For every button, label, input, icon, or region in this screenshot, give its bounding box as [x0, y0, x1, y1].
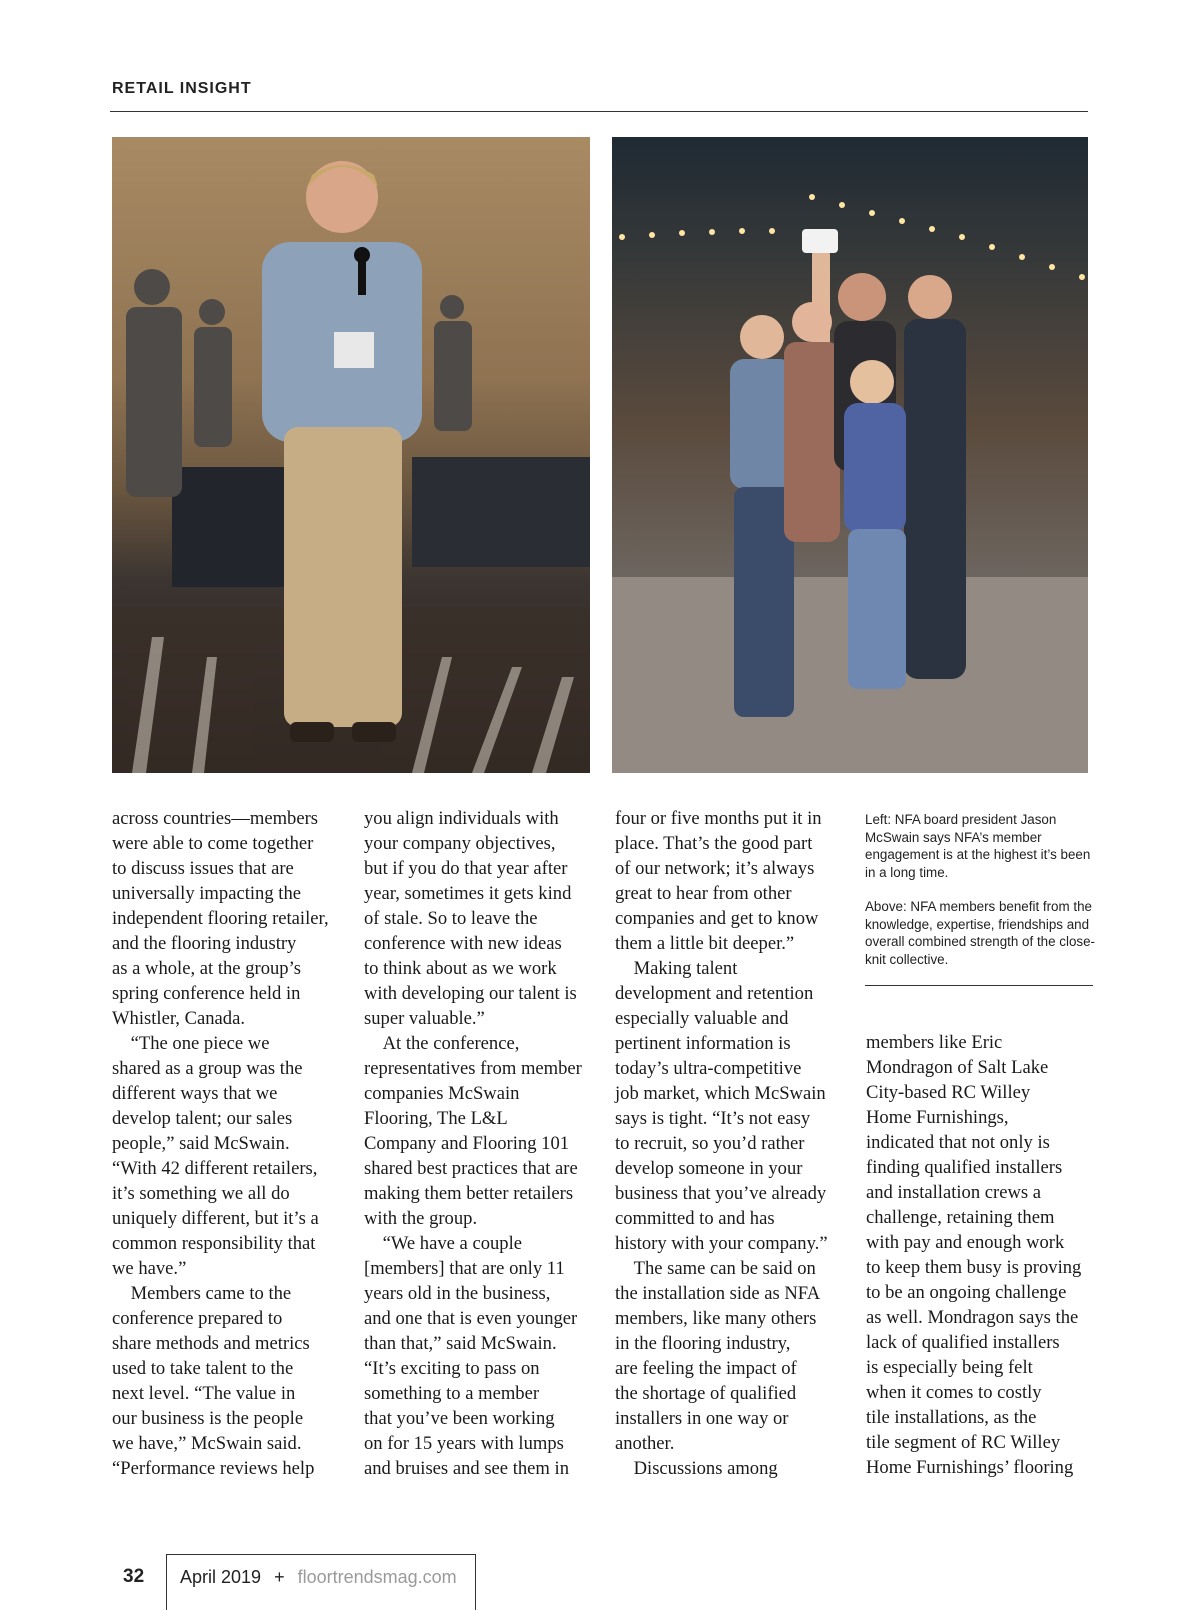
footer-website-link[interactable]: floortrendsmag.com	[297, 1567, 457, 1587]
caption-above: Above: NFA members benefit from the knowledge, expertise, friendships and overall combined strength of the close-knit collective.	[865, 899, 1095, 967]
photo-group-selfie	[612, 137, 1088, 773]
page-number: 32	[123, 1566, 145, 1587]
photo-speaker-illustration	[112, 137, 590, 773]
footer-issue-line	[180, 1567, 457, 1588]
footer-issue: April 2019	[180, 1567, 262, 1587]
article-column-3: four or five months put it in place. That’s the good part of our network; it’s always great to hear from other companies and get to know them a little bit deeper.” Making talent development and retention especially valuable and pertinent information is today’s ultra-competitive job market, which McSwain says is tight. “It’s not easy to recruit, so you’d rather develop someone in your business that you’ve already committed to and has history with your company.” The same can be said on the installation side as NFA members, like many others in the flooring industry, are feeling the impact of the shortage of qualified installers in one way or another. Discussions among	[615, 808, 828, 1479]
photo-captions	[865, 811, 1095, 985]
article-column-1: across countries—members were able to come together to discuss issues that are universally impacting the independent flooring retailer, and the flooring industry as a whole, at the group’s spring conference held in Whistler, Canada. “The one piece we shared as a group was the different ways that we develop talent; our sales people,” said McSwain. “With 42 different retailers, it’s something we all do uniquely different, but it’s a common responsibility that we have.” Members came to the conference prepared to share methods and metrics used to take talent to the next level. “The value in our business is the people we have,” McSwain said. “Performance reviews help	[112, 808, 329, 1479]
article-column-2: you align individuals with your company objectives, but if you do that year after year, sometimes it gets kind of stale. So to leave the conference with new ideas to think about as we work with developing our talent is super valuable.” At the conference, representatives from member companies McSwain Flooring, The L&L Company and Flooring 101 shared best practices that are making them better retailers with the group. “We have a couple [members] that are only 11 years old in the business, and one that is even younger than that,” said McSwain. “It’s exciting to pass on something to a member that you’ve been working on for 15 years with lumps and bruises and see them in	[364, 808, 582, 1479]
caption-left: Left: NFA board president Jason McSwain says NFA’s member engagement is at the highest it’s been in a long time.	[865, 812, 1091, 880]
footer-separator: +	[274, 1567, 285, 1587]
photo-speaker	[112, 137, 590, 773]
photo-group-illustration	[612, 137, 1088, 773]
header-rule	[110, 111, 1088, 112]
caption-rule	[865, 985, 1093, 986]
article-column-4: members like Eric Mondragon of Salt Lake City-based RC Willey Home Furnishings, indicated that not only is finding qualified installers and installation crews a challenge, retaining them with pay and enough work to keep them busy is proving to be an ongoing challenge as well. Mondragon says the lack of qualified installers is especially being felt when it comes to costly tile installations, as the tile segment of RC Willey Home Furnishings’ flooring	[866, 1032, 1082, 1478]
section-label: RETAIL INSIGHT	[112, 80, 252, 97]
